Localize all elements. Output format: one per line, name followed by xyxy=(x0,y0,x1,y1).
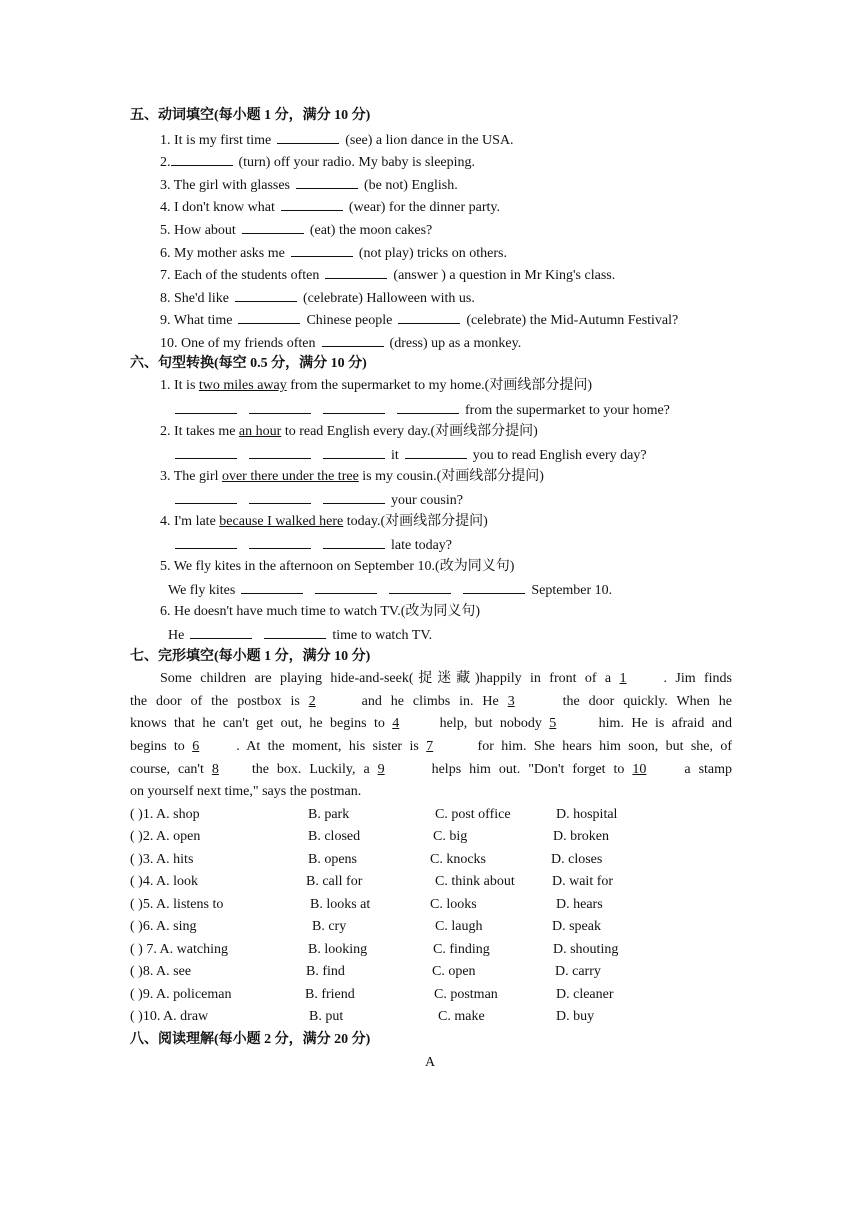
answer-blank[interactable] xyxy=(264,625,326,639)
option-question-1[interactable]: ( )1. A. shop xyxy=(130,807,200,822)
question-5-10: 10. One of my friends often (dress) up as a monkey. xyxy=(160,333,521,353)
answer-blank[interactable] xyxy=(405,445,467,459)
cloze-blank-7[interactable]: 7 xyxy=(426,739,434,754)
answer-blank[interactable] xyxy=(323,535,385,549)
answer-blank[interactable] xyxy=(249,490,311,504)
section-7-heading: 七、完形填空(每小题 1 分，满分 10 分) xyxy=(130,649,371,664)
option-question-3[interactable]: ( )3. A. hits xyxy=(130,852,194,867)
option-d-6: D. speak xyxy=(552,919,601,934)
answer-blank[interactable] xyxy=(242,220,304,234)
option-d-3: D. closes xyxy=(551,852,603,867)
answer-blank[interactable] xyxy=(398,310,460,324)
answer-blank[interactable] xyxy=(291,243,353,257)
option-b-4: B. call for xyxy=(306,874,363,889)
answer-blank[interactable] xyxy=(389,580,451,594)
question-5-3: 3. The girl with glasses (be not) English. xyxy=(160,175,458,195)
question-5-6: 6. My mother asks me (not play) tricks on others. xyxy=(160,243,507,263)
answer-blank[interactable] xyxy=(249,400,311,414)
option-b-10: B. put xyxy=(309,1009,344,1024)
option-c-3: C. knocks xyxy=(430,852,486,867)
option-d-1: D. hospital xyxy=(556,807,618,822)
option-question-7[interactable]: ( ) 7. A. watching xyxy=(130,942,228,957)
answer-blank[interactable] xyxy=(238,310,300,324)
question-6-5: 5. We fly kites in the afternoon on September 10.(改为同义句) xyxy=(160,559,515,574)
option-b-7: B. looking xyxy=(308,942,368,957)
question-5-8: 8. She'd like (celebrate) Halloween with us. xyxy=(160,288,475,308)
answer-blank[interactable] xyxy=(249,535,311,549)
cloze-blank-2[interactable]: 2 xyxy=(308,694,316,709)
section-5-heading: 五、动词填空(每小题 1 分，满分 10 分) xyxy=(130,108,371,123)
cloze-blank-8[interactable]: 8 xyxy=(211,762,219,777)
question-5-5: 5. How about (eat) the moon cakes? xyxy=(160,220,432,240)
cloze-blank-5[interactable]: 5 xyxy=(549,716,557,731)
question-5-9: 9. What time Chinese people (celebrate) the Mid-Autumn Festival? xyxy=(160,310,678,330)
option-b-6: B. cry xyxy=(312,919,347,934)
answer-blank[interactable] xyxy=(323,400,385,414)
cloze-line-2: the door of the postbox is 2 and he climbs in. He 3 the door quickly. When he xyxy=(130,694,733,709)
option-question-2[interactable]: ( )2. A. open xyxy=(130,829,201,844)
answer-line-6-3: your cousin? xyxy=(175,490,463,510)
option-question-5[interactable]: ( )5. A. listens to xyxy=(130,897,224,912)
option-c-4: C. think about xyxy=(435,874,515,889)
cloze-blank-10[interactable]: 10 xyxy=(632,762,647,777)
cloze-blank-1[interactable]: 1 xyxy=(619,671,627,686)
answer-blank[interactable] xyxy=(322,333,384,347)
option-question-8[interactable]: ( )8. A. see xyxy=(130,964,192,979)
option-c-7: C. finding xyxy=(433,942,490,957)
answer-blank[interactable] xyxy=(175,400,237,414)
answer-line-6-5: We fly kites September 10. xyxy=(168,580,612,600)
option-c-2: C. big xyxy=(433,829,468,844)
option-c-5: C. looks xyxy=(430,897,477,912)
option-b-3: B. opens xyxy=(308,852,357,867)
cloze-line-6: on yourself next time," says the postman. xyxy=(130,784,362,799)
option-d-5: D. hears xyxy=(556,897,603,912)
answer-blank[interactable] xyxy=(315,580,377,594)
question-6-2: 2. It takes me an hour to read English every day.(对画线部分提问) xyxy=(160,424,538,439)
question-5-7: 7. Each of the students often (answer ) a question in Mr King's class. xyxy=(160,265,615,285)
cloze-blank-3[interactable]: 3 xyxy=(507,694,515,709)
option-d-9: D. cleaner xyxy=(556,987,614,1002)
question-5-1: 1. It is my first time (see) a lion dance in the USA. xyxy=(160,130,514,150)
answer-blank[interactable] xyxy=(235,288,297,302)
answer-blank[interactable] xyxy=(249,445,311,459)
option-d-4: D. wait for xyxy=(552,874,614,889)
answer-blank[interactable] xyxy=(281,197,343,211)
reading-part-label: A xyxy=(424,1055,436,1070)
option-c-1: C. post office xyxy=(435,807,511,822)
answer-line-6-6: He time to watch TV. xyxy=(168,625,432,645)
section-6-heading: 六、句型转换(每空 0.5 分，满分 10 分) xyxy=(130,356,367,371)
answer-blank[interactable] xyxy=(171,152,233,166)
answer-blank[interactable] xyxy=(175,490,237,504)
question-6-4: 4. I'm late because I walked here today.(对画线部分提问) xyxy=(160,514,488,529)
cloze-line-1: Some children are playing hide-and-seek(捉迷藏)happily in front of a 1 . Jim finds xyxy=(160,671,733,686)
option-question-6[interactable]: ( )6. A. sing xyxy=(130,919,197,934)
answer-line-6-2: it you to read English every day? xyxy=(175,445,647,465)
option-b-2: B. closed xyxy=(308,829,361,844)
answer-blank[interactable] xyxy=(241,580,303,594)
cloze-line-4: begins to 6 . At the moment, his sister is 7 for him. She hears him soon, but she, of xyxy=(130,739,733,754)
option-question-10[interactable]: ( )10. A. draw xyxy=(130,1009,209,1024)
answer-blank[interactable] xyxy=(323,445,385,459)
answer-blank[interactable] xyxy=(397,400,459,414)
option-d-7: D. shouting xyxy=(553,942,619,957)
answer-blank[interactable] xyxy=(323,490,385,504)
answer-blank[interactable] xyxy=(190,625,252,639)
answer-blank[interactable] xyxy=(175,535,237,549)
option-b-5: B. looks at xyxy=(310,897,371,912)
cloze-blank-9[interactable]: 9 xyxy=(377,762,385,777)
question-6-1: 1. It is two miles away from the supermarket to my home.(对画线部分提问) xyxy=(160,378,592,393)
option-c-8: C. open xyxy=(432,964,476,979)
question-6-6: 6. He doesn't have much time to watch TV.(改为同义句) xyxy=(160,604,481,619)
option-d-10: D. buy xyxy=(556,1009,595,1024)
option-c-10: C. make xyxy=(438,1009,485,1024)
cloze-blank-4[interactable]: 4 xyxy=(392,716,400,731)
option-b-1: B. park xyxy=(308,807,350,822)
cloze-blank-6[interactable]: 6 xyxy=(192,739,200,754)
question-6-3: 3. The girl over there under the tree is my cousin.(对画线部分提问) xyxy=(160,469,544,484)
option-b-8: B. find xyxy=(306,964,345,979)
option-question-4[interactable]: ( )4. A. look xyxy=(130,874,199,889)
answer-blank[interactable] xyxy=(325,265,387,279)
question-5-2: 2. (turn) off your radio. My baby is sleeping. xyxy=(160,152,475,172)
section-8-heading: 八、阅读理解(每小题 2 分，满分 20 分) xyxy=(130,1032,371,1047)
option-c-9: C. postman xyxy=(434,987,498,1002)
answer-line-6-1: from the supermarket to your home? xyxy=(175,400,670,420)
answer-line-6-4: late today? xyxy=(175,535,452,555)
answer-blank[interactable] xyxy=(296,175,358,189)
answer-blank[interactable] xyxy=(463,580,525,594)
option-question-9[interactable]: ( )9. A. policeman xyxy=(130,987,232,1002)
answer-blank[interactable] xyxy=(277,130,339,144)
option-c-6: C. laugh xyxy=(435,919,483,934)
option-d-2: D. broken xyxy=(553,829,609,844)
question-5-4: 4. I don't know what (wear) for the dinner party. xyxy=(160,197,500,217)
answer-blank[interactable] xyxy=(175,445,237,459)
option-d-8: D. carry xyxy=(555,964,601,979)
cloze-line-3: knows that he can't get out, he begins to 4 help, but nobody 5 him. He is afraid and xyxy=(130,716,733,731)
option-b-9: B. friend xyxy=(305,987,355,1002)
cloze-line-5: course, can't 8 the box. Luckily, a 9 helps him out. "Don't forget to 10 a stamp xyxy=(130,762,733,777)
